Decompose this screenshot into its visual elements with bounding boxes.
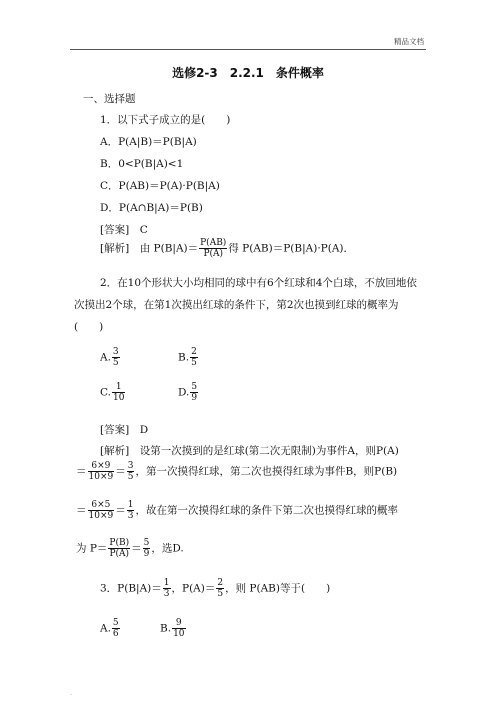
option-label: D. [178,386,190,399]
fraction-numerator: 6×5 [88,500,115,511]
fraction-denominator: 5 [112,358,119,368]
option-label: A. [100,622,111,635]
q3-text: 3．P(B|A)＝ [100,582,162,595]
q2-analysis-line-2 [76,461,397,482]
fraction-denominator: 3 [127,511,134,521]
option-fraction [190,347,198,368]
fraction-numerator: 2 [217,578,224,588]
q2-option-c [100,382,126,403]
fraction-numerator: 1 [112,382,125,393]
analysis-fraction [127,461,135,482]
option-fraction [190,382,198,403]
fraction-denominator: P(A) [203,249,224,259]
q1-option-a: A．P(A|B)＝P(B|A) [100,136,197,148]
analysis-fraction [127,500,135,521]
q1-option-d: D．P(A∩B|A)＝P(B) [100,202,203,214]
q3-option-a [100,618,121,639]
footer-dot: . [70,690,72,697]
option-label: B. [178,351,190,364]
q3-text: ，P(A)＝ [171,582,216,595]
fraction-denominator: 5 [217,589,224,599]
q1-analysis [100,238,354,259]
fraction-numerator: 3 [127,461,134,471]
q1-analysis-fraction [199,238,227,259]
q1-answer: [答案] C [100,224,148,236]
equals-sign: ＝ [115,504,126,517]
fraction-numerator: 1 [127,500,134,510]
q1-stem: 1．以下式子成立的是( ) [100,114,231,126]
analysis-fraction [88,500,115,521]
analysis-text: ，第一次摸得红球，第二次也摸得红球为事件B，则P(B) [135,465,398,478]
option-fraction [112,618,120,639]
option-label: B. [160,622,172,635]
q2-answer: [答案] D [100,424,149,436]
fraction-denominator: 10×9 [88,472,114,482]
option-fraction [172,618,185,639]
fraction-numerator: 5 [191,382,198,392]
equals-sign: ＝ [131,542,142,555]
equals-sign: ＝ [115,465,126,478]
header-rule [70,49,426,50]
fraction-denominator: 10 [113,393,125,403]
q1-option-c: C．P(AB)＝P(A)·P(B|A) [100,180,220,192]
option-label: C. [100,386,111,399]
fraction-numerator: P(B) [109,538,130,548]
fraction-denominator: 6 [112,629,119,639]
fraction-denominator: 3 [163,589,170,599]
analysis-fraction [108,538,130,559]
analysis-text: ，故在第一次摸得红球的条件下第二次也摸得红球的概率 [135,504,398,517]
fraction-denominator: 9 [191,393,198,403]
q2-analysis-line-3 [76,500,398,521]
fraction-numerator: 6×9 [88,461,115,472]
option-fraction [112,347,120,368]
fraction-denominator: 5 [191,358,197,368]
q1-option-b: B．0<P(B|A)<1 [100,158,184,170]
analysis-text: 为 P＝ [76,542,108,555]
q3-fraction [216,578,224,599]
option-fraction [112,382,125,403]
q2-option-b [178,347,199,368]
fraction-numerator: 5 [143,538,150,548]
fraction-denominator: P(A) [109,549,130,559]
fraction-numerator: P(AB) [200,238,227,248]
fraction-denominator: 5 [127,472,134,482]
q1-analysis-suffix: 得 P(AB)＝P(B|A)·P(A)． [228,242,354,255]
section-heading: 一、选择题 [83,93,136,105]
analysis-fraction [143,538,151,559]
q3-stem [100,578,330,599]
q2-option-a [100,347,121,368]
q3-text: ，则 P(AB)等于( ) [225,582,331,595]
option-label: A. [100,351,111,364]
fraction-denominator: 9 [143,549,150,559]
fraction-numerator: 3 [112,347,119,357]
q3-option-b [160,618,187,639]
fraction-denominator: 10 [173,629,185,639]
equals-sign: ＝ [76,504,87,517]
analysis-fraction [88,461,115,482]
q2-stem: 2．在10个形状大小均相同的球中有6个红球和4个白球，不放回地依次摸出2个球，在第1次摸出红球的条件下，第2次也摸到红球的概率为( ) [74,277,417,333]
q1-analysis-prefix: [解析] 由 P(B|A)＝ [100,242,199,255]
q2-analysis-line-1: [解析] 设第一次摸到的是红球(第二次无限制)为事件A，则P(A) [100,445,399,457]
header-tag: 精品文档 [394,37,424,46]
analysis-text: ，选D. [151,542,184,555]
fraction-numerator: 2 [191,347,197,357]
fraction-denominator: 10×9 [88,511,114,521]
q3-fraction [163,578,171,599]
fraction-numerator: 1 [163,578,170,588]
fraction-numerator: 9 [172,618,185,629]
fraction-numerator: 5 [112,618,119,628]
equals-sign: ＝ [76,465,87,478]
q2-analysis-line-4 [76,538,184,559]
q2-option-d [178,382,199,403]
page-title: 选修2-3 2.2.1 条件概率 [172,66,324,80]
